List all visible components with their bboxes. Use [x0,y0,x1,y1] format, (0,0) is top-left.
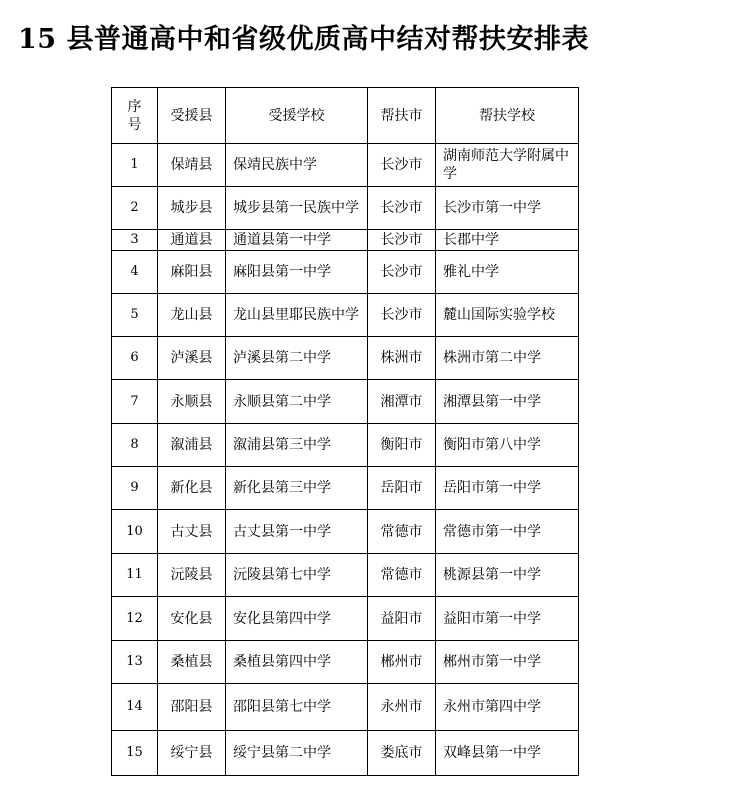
table-row [112,380,579,424]
cell-county: 永顺县 [158,380,226,424]
cell-city: 岳阳市 [368,467,436,510]
cell-county: 溆浦县 [158,424,226,467]
table-row [112,554,579,597]
cell-school: 龙山县里耶民族中学 [226,294,368,337]
cell-county: 邵阳县 [158,684,226,731]
cell-county: 龙山县 [158,294,226,337]
cell-seq: 15 [112,731,158,776]
cell-partner: 湖南师范大学附属中学 [436,144,579,187]
cell-seq: 12 [112,597,158,641]
cell-school: 通道县第一中学 [226,230,368,251]
cell-seq: 2 [112,187,158,230]
cell-school: 桑植县第四中学 [226,641,368,684]
table-row [112,467,579,510]
table-row [112,230,579,251]
cell-seq: 6 [112,337,158,380]
cell-partner: 常德市第一中学 [436,510,579,554]
cell-seq: 14 [112,684,158,731]
cell-city: 益阳市 [368,597,436,641]
cell-school: 城步县第一民族中学 [226,187,368,230]
page-title: 15 县普通高中和省级优质高中结对帮扶安排表 [18,24,589,55]
header-county: 受援县 [158,88,226,144]
cell-school: 安化县第四中学 [226,597,368,641]
cell-school: 保靖民族中学 [226,144,368,187]
cell-partner: 长郡中学 [436,230,579,251]
cell-seq: 8 [112,424,158,467]
cell-partner: 长沙市第一中学 [436,187,579,230]
cell-city: 永州市 [368,684,436,731]
cell-partner: 衡阳市第八中学 [436,424,579,467]
header-seq: 序号 [112,88,158,144]
cell-school: 泸溪县第二中学 [226,337,368,380]
table-row [112,187,579,230]
cell-seq: 5 [112,294,158,337]
pairing-table [111,87,579,776]
cell-seq: 4 [112,251,158,294]
cell-partner: 永州市第四中学 [436,684,579,731]
table-body [112,144,579,776]
cell-seq: 7 [112,380,158,424]
cell-city: 长沙市 [368,294,436,337]
cell-school: 永顺县第二中学 [226,380,368,424]
table-row [112,294,579,337]
cell-county: 新化县 [158,467,226,510]
table-row [112,684,579,731]
table-row [112,144,579,187]
cell-school: 邵阳县第七中学 [226,684,368,731]
cell-partner: 岳阳市第一中学 [436,467,579,510]
cell-school: 麻阳县第一中学 [226,251,368,294]
cell-county: 泸溪县 [158,337,226,380]
cell-partner: 麓山国际实验学校 [436,294,579,337]
cell-school: 沅陵县第七中学 [226,554,368,597]
cell-seq: 10 [112,510,158,554]
table-row [112,510,579,554]
cell-seq: 11 [112,554,158,597]
cell-county: 古丈县 [158,510,226,554]
cell-city: 娄底市 [368,731,436,776]
cell-county: 保靖县 [158,144,226,187]
cell-school: 绥宁县第二中学 [226,731,368,776]
table-row [112,641,579,684]
cell-partner: 湘潭县第一中学 [436,380,579,424]
cell-seq: 1 [112,144,158,187]
cell-county: 麻阳县 [158,251,226,294]
cell-city: 郴州市 [368,641,436,684]
cell-city: 衡阳市 [368,424,436,467]
cell-county: 安化县 [158,597,226,641]
cell-city: 长沙市 [368,230,436,251]
table-header-row [112,88,579,144]
cell-county: 城步县 [158,187,226,230]
header-city: 帮扶市 [368,88,436,144]
cell-school: 溆浦县第三中学 [226,424,368,467]
cell-seq: 9 [112,467,158,510]
table-row [112,597,579,641]
cell-county: 通道县 [158,230,226,251]
table-row [112,251,579,294]
header-partner: 帮扶学校 [436,88,579,144]
cell-city: 长沙市 [368,144,436,187]
cell-partner: 株洲市第二中学 [436,337,579,380]
cell-school: 古丈县第一中学 [226,510,368,554]
cell-city: 长沙市 [368,251,436,294]
cell-partner: 益阳市第一中学 [436,597,579,641]
table-row [112,424,579,467]
cell-city: 常德市 [368,554,436,597]
cell-city: 湘潭市 [368,380,436,424]
cell-partner: 双峰县第一中学 [436,731,579,776]
table-row [112,731,579,776]
cell-city: 常德市 [368,510,436,554]
cell-partner: 雅礼中学 [436,251,579,294]
cell-partner: 桃源县第一中学 [436,554,579,597]
cell-partner: 郴州市第一中学 [436,641,579,684]
cell-seq: 3 [112,230,158,251]
cell-county: 沅陵县 [158,554,226,597]
cell-city: 株洲市 [368,337,436,380]
cell-county: 绥宁县 [158,731,226,776]
cell-county: 桑植县 [158,641,226,684]
header-school: 受援学校 [226,88,368,144]
cell-seq: 13 [112,641,158,684]
table-row [112,337,579,380]
cell-city: 长沙市 [368,187,436,230]
cell-school: 新化县第三中学 [226,467,368,510]
